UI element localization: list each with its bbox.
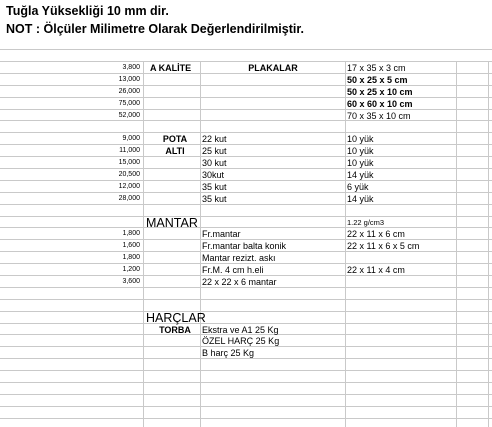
header-line-1: Tuğla Yüksekliği 10 mm dir. (6, 4, 169, 18)
row-number-cell (0, 324, 140, 336)
category-cell: ALTI (165, 146, 185, 157)
row-number-cell: 3,600 (122, 278, 140, 286)
table-row[interactable] (0, 157, 492, 169)
row-number-cell: 1,600 (122, 242, 140, 250)
dimension-cell: 50 x 25 x 10 cm (347, 86, 413, 97)
row-number-cell: 75,000 (118, 99, 140, 107)
row-number-cell (0, 288, 140, 300)
table-row[interactable] (0, 371, 492, 383)
table-row[interactable] (0, 98, 492, 110)
description-cell: 30kut (202, 170, 225, 181)
table-row[interactable] (0, 169, 492, 181)
table-row[interactable] (0, 181, 492, 193)
dimension-cell: 70 x 35 x 10 cm (347, 110, 411, 121)
table-row[interactable] (0, 359, 492, 371)
dimension-cell: 22 x 11 x 4 cm (347, 265, 405, 276)
dimension-cell: 1.22 g/cm3 (347, 217, 385, 227)
table-row[interactable] (0, 240, 492, 252)
row-number-cell: 12,000 (118, 182, 140, 190)
row-number-cell: 3,800 (122, 64, 140, 71)
table-row[interactable] (0, 324, 492, 336)
table-row[interactable] (0, 288, 492, 300)
dimension-cell: 10 yük (347, 158, 374, 169)
description-cell: 30 kut (202, 158, 227, 169)
row-number-cell (0, 407, 140, 419)
dimension-cell: 14 yük (347, 170, 374, 181)
description-cell: B harç 25 Kg (202, 348, 255, 359)
description-cell: Ekstra ve A1 25 Kg (202, 324, 279, 335)
row-number-cell: 28,000 (118, 194, 140, 202)
table-row[interactable] (0, 312, 492, 324)
data-grid (0, 62, 492, 419)
row-number-cell: 1,800 (122, 254, 140, 262)
description-cell: Fr.mantar balta konik (202, 241, 287, 252)
category-cell: A KALİTE (150, 63, 192, 73)
table-row[interactable] (0, 228, 492, 240)
row-number-cell (0, 335, 140, 347)
dimension-cell: 14 yük (347, 193, 374, 204)
table-row[interactable] (0, 62, 492, 74)
category-cell: MANTAR (146, 215, 198, 230)
row-number-cell (0, 347, 140, 359)
table-row[interactable] (0, 217, 492, 229)
description-cell: Fr.M. 4 cm h.eli (202, 265, 264, 276)
description-cell: Mantar rezizt. askı (202, 253, 276, 264)
dimension-cell: 22 x 11 x 6 cm (347, 229, 405, 240)
description-cell: 35 kut (202, 181, 227, 192)
header-line-2: NOT : Ölçüler Milimetre Olarak Değerlendirilmiştir. (6, 22, 305, 36)
row-number-cell (0, 300, 140, 312)
dimension-cell: 50 x 25 x 5 cm (347, 74, 408, 85)
row-number-cell (0, 395, 140, 407)
description-cell: ÖZEL HARÇ 25 Kg (202, 336, 280, 347)
table-row[interactable] (0, 193, 492, 205)
dimension-cell: 22 x 11 x 6 x 5 cm (347, 241, 420, 252)
table-row[interactable] (0, 347, 492, 359)
table-row[interactable] (0, 145, 492, 157)
row-number-cell (0, 121, 140, 133)
table-row[interactable] (0, 133, 492, 145)
row-number-cell (0, 217, 140, 229)
row-number-cell (0, 312, 140, 324)
row-number-cell: 1,800 (122, 230, 140, 238)
table-row[interactable] (0, 383, 492, 395)
table-row[interactable] (0, 335, 492, 347)
category-cell: POTA (162, 134, 188, 145)
description-cell: Fr.mantar (202, 229, 241, 240)
table-row[interactable] (0, 276, 492, 288)
row-number-cell: 20,500 (118, 171, 140, 179)
table-row[interactable] (0, 252, 492, 264)
row-number-cell: 1,200 (122, 266, 140, 274)
row-number-cell (0, 383, 140, 395)
blank-row (0, 40, 492, 50)
row-number-cell: 26,000 (118, 87, 140, 95)
dimension-cell: 10 yük (347, 146, 374, 157)
table-row[interactable] (0, 121, 492, 133)
description-cell: 22 kut (202, 134, 227, 145)
row-number-cell (0, 359, 140, 371)
row-number-cell: 52,000 (118, 111, 140, 119)
table-row[interactable] (0, 264, 492, 276)
row-number-cell: 9,000 (122, 135, 140, 143)
table-row[interactable] (0, 205, 492, 217)
dimension-cell: 60 x 60 x 10 cm (347, 98, 413, 109)
row-number-cell: 13,000 (118, 75, 140, 83)
row-number-cell (0, 205, 140, 217)
row-number-cell: 11,000 (119, 147, 140, 155)
description-cell: PLAKALAR (248, 63, 298, 73)
table-row[interactable] (0, 74, 492, 86)
table-row[interactable] (0, 407, 492, 419)
description-cell: 35 kut (202, 193, 227, 204)
row-number-cell (0, 371, 140, 383)
dimension-cell: 6 yük (347, 181, 369, 192)
table-row[interactable] (0, 86, 492, 98)
table-row[interactable] (0, 395, 492, 407)
blank-row (0, 50, 492, 62)
category-cell: TORBA (159, 324, 191, 335)
table-row[interactable] (0, 110, 492, 122)
table-row[interactable] (0, 300, 492, 312)
dimension-cell: 17 x 35 x 3 cm (347, 63, 406, 73)
row-number-cell: 15,000 (118, 159, 140, 167)
description-cell: 22 x 22 x 6 mantar (202, 277, 277, 288)
dimension-cell: 10 yük (347, 134, 374, 145)
category-cell: HARÇLAR (146, 310, 206, 325)
description-cell: 25 kut (202, 146, 227, 157)
